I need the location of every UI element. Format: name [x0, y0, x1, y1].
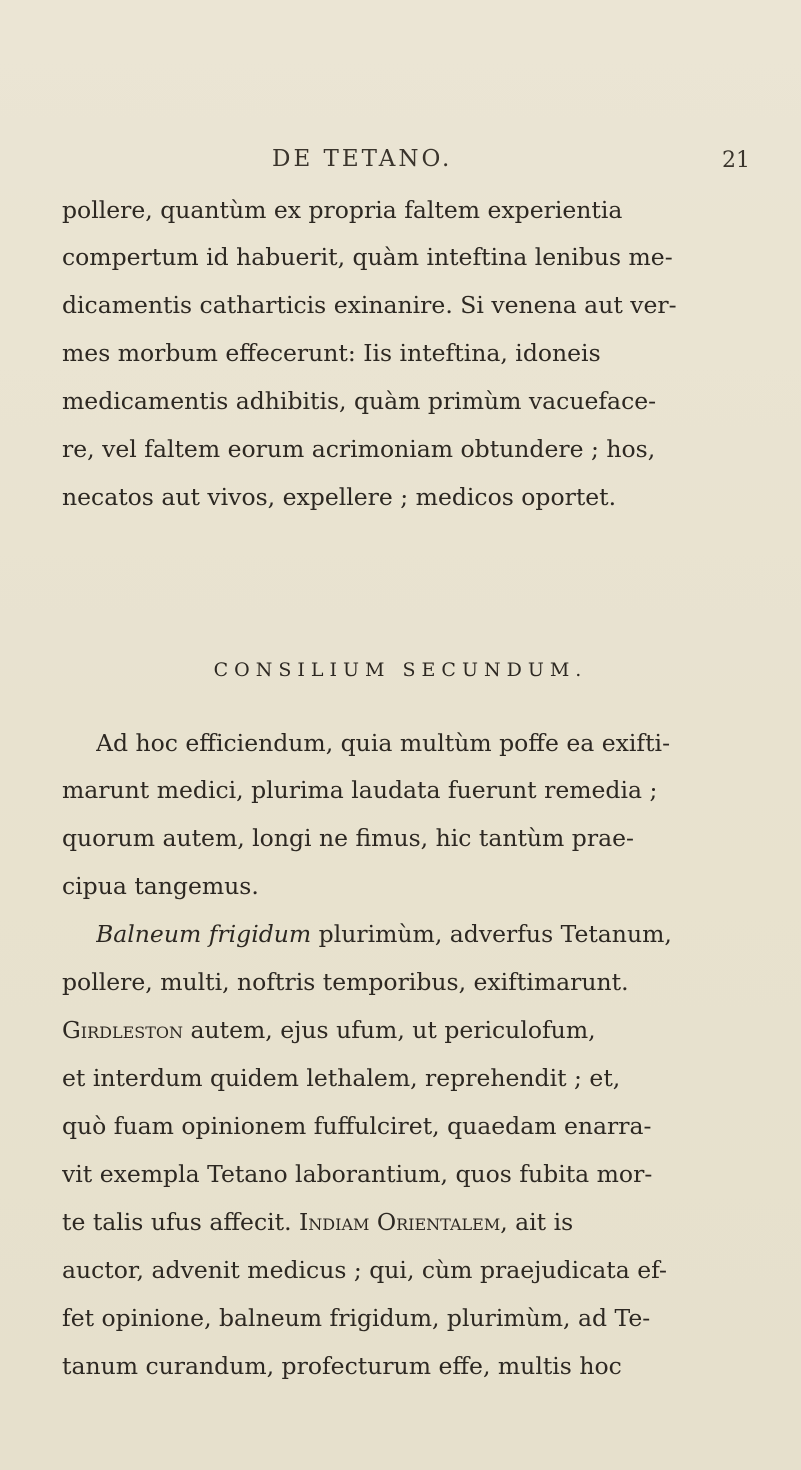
text-line-content: necatos aut vivos, expellere ; medicos oportet. [62, 483, 617, 511]
text-line [0, 237, 801, 277]
text-line-content [96, 914, 768, 954]
text-line-content: quò fuam opinionem fuffulciret, quaedam enarra- [62, 1112, 652, 1140]
text-run: , ait is [500, 1208, 574, 1236]
italic-phrase: Balneum frigidum [96, 920, 312, 948]
text-line [0, 866, 801, 906]
text-line-content [62, 1202, 768, 1242]
text-line-content: quorum autem, longi ne fimus, hic tantùm prae- [62, 824, 634, 852]
text-line [0, 1298, 801, 1338]
text-line [0, 429, 801, 469]
text-run: plurimùm, adverfus Tetanum, [311, 920, 672, 948]
text-line-content: medicamentis adhibitis, quàm primùm vacueface- [62, 387, 657, 415]
text-line-content: mes morbum effecerunt: Iis inteftina, idoneis [62, 339, 601, 367]
text-line-content: dicamentis catharticis exinanire. Si venena aut ver- [62, 291, 677, 319]
running-title: DE TETANO. [272, 146, 453, 172]
text-line-content: marunt medici, plurima laudata fuerunt remedia ; [62, 776, 658, 804]
page-number: 21 [722, 148, 750, 173]
text-run: te talis ufus affecit. [62, 1208, 300, 1236]
text-line [0, 381, 801, 421]
text-line-content: compertum id habuerit, quàm inteftina lenibus me- [62, 243, 673, 271]
text-line [0, 333, 801, 373]
text-line-content: vit exempla Tetano laborantium, quos fubita mor- [62, 1160, 653, 1188]
text-line [0, 1154, 801, 1194]
text-line-content: pollere, multi, noftris temporibus, exiftimarunt. [62, 968, 629, 996]
text-line-content: fet opinione, balneum frigidum, plurimùm, ad Te- [62, 1304, 651, 1332]
text-line [0, 1058, 801, 1098]
text-line [0, 1346, 801, 1386]
text-line [0, 285, 801, 325]
text-line [0, 962, 801, 1002]
section-heading: CONSILIUM SECUNDUM. [213, 659, 588, 681]
text-line [0, 723, 801, 763]
text-line [0, 1250, 801, 1290]
running-head [0, 146, 801, 176]
text-line [0, 1010, 801, 1050]
text-line-content [62, 1010, 768, 1050]
text-line [0, 818, 801, 858]
text-line-content: cipua tangemus. [62, 872, 259, 900]
text-line [0, 190, 801, 230]
place-name: Indiam Orientalem [299, 1208, 501, 1236]
text-line [0, 770, 801, 810]
text-line-content: Ad hoc efficiendum, quia multùm poffe ea exifti- [96, 729, 671, 757]
text-run: autem, ejus ufum, ut periculofum, [183, 1016, 596, 1044]
text-line [0, 477, 801, 517]
author-name: Girdleston [62, 1016, 184, 1044]
text-line [0, 914, 801, 954]
text-line-content: et interdum quidem lethalem, reprehendit ; et, [62, 1064, 621, 1092]
text-line-content: tanum curandum, profecturum effe, multis hoc [62, 1352, 622, 1380]
text-line-content: pollere, quantùm ex propria faltem experientia [62, 196, 623, 224]
text-line [0, 1106, 801, 1146]
text-line-content: re, vel faltem eorum acrimoniam obtundere ; hos, [62, 435, 656, 463]
text-line [0, 1202, 801, 1242]
text-line-content: auctor, advenit medicus ; qui, cùm praejudicata ef- [62, 1256, 667, 1284]
